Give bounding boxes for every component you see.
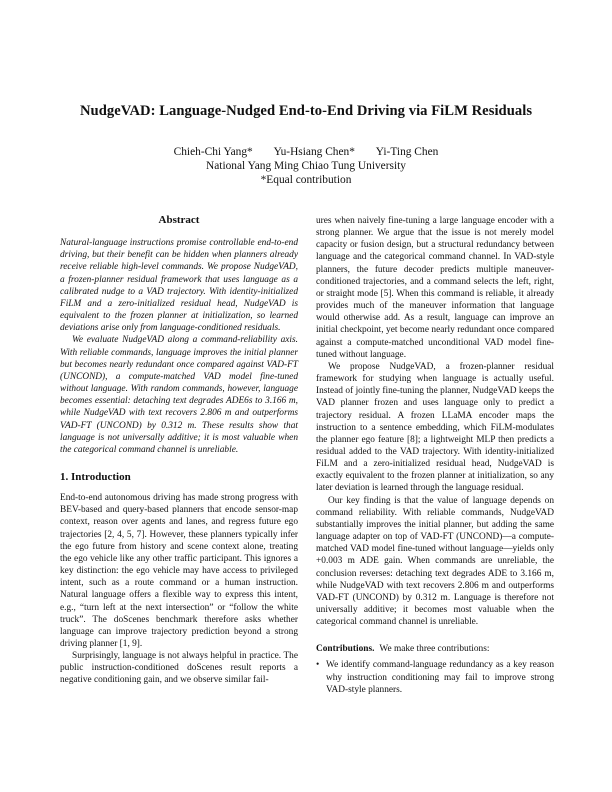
abstract-section [60,214,298,456]
bullet-marker: • [316,660,320,671]
author-block [40,145,572,187]
intro-paragraph-2-continued: ures when naively fine-tuning a large language encoder with a strong planner. We argue that the issue is not merely model capacity or fusion design, but a structural redundancy between language and the categorical command channel. In VAD-style planners, the future decoder predicts multiple maneuver-conditioned trajectories, and a command selects the left, right, or straight mode [5]. When this command is reliable, it already provides much of the maneuver information that language would otherwise add. As a result, language can improve an initial checkpoint, yet become nearly redundant once compared against a compute-matched unconditional VAD model fine-tuned without language. [316,216,554,360]
contributions-intro-line [316,643,554,655]
contributions-intro: We make three contributions: [379,644,490,655]
author-name: Yi-Ting Chen [375,146,439,158]
paper-title: NudgeVAD: Language-Nudged End-to-End Driving via FiLM Residuals [79,103,533,119]
author-name: Yu-Hsiang Chen* [273,146,355,158]
right-column [316,215,554,696]
contributions-lead: Contributions. [316,644,375,655]
introduction-left-text [60,492,298,687]
abstract-heading: Abstract [158,214,200,226]
intro-paragraph-3: We propose NudgeVAD, a frozen-planner residual framework for studying when language is actually useful. Instead of jointly fine-tuning the planner, NudgeVAD keeps the VAD planner frozen and uses language only to predict a trajectory residual. A frozen LLaMA encoder maps the instruction to a sentence embedding, which FiLM-modulates the planner ego feature [8]; a lightweight MLP then predicts a residual added to the VAD trajectory. With identity-initialized FiLM and a zero-initialized residual head, NudgeVAD is exactly equivalent to the frozen planner at initialization, so any later deviation is learned through the language residual. [316,361,554,494]
contribution-bullet-1: We identify command-language redundancy as a key reason why instruction conditioning may fail to improve strong VAD-style planners. [326,660,554,695]
list-item [316,659,554,695]
intro-paragraph-2: Surprisingly, language is not always helpful in practice. The public instruction-conditioned doScenes result reports a negative conditioning gain, and we observe similar fail- [60,651,298,686]
author-name: Chieh-Chi Yang* [173,146,253,158]
introduction-right-text [316,215,554,628]
affiliation: National Yang Ming Chiao Tung University [206,160,406,172]
abstract-paragraph-1: Natural-language instructions promise controllable end-to-end driving, but their benefit can be hidden when planners already receive reliable high-level commands. We propose NudgeVAD, a frozen-planner residual framework that uses language as a calibrated nudge to a VAD trajectory. With identity-initialized FiLM and a zero-initialized residual head, NudgeVAD is equivalent to the frozen planner at initialization, so learned deviations arise only from language-conditioned residuals. [60,238,298,334]
contributions-section [316,643,554,696]
intro-paragraph-1: End-to-end autonomous driving has made strong progress with BEV-based and query-based planners that encode sensor-map context, reason over agents and lanes, and regress future ego trajectories [2, 4, 5, 7]. However, these planners typically infer the ego future from history and scene context alone, treating the ego vehicle like any other traffic participant. This ignores a key distinction: the ego vehicle may have access to privileged intent, such as a route command or a human instruction. Natural language offers a flexible way to express this intent, e.g., “turn left at the next intersection” or “follow the white truck”. The doScenes benchmark therefore asks whether language can improve trajectory prediction beyond a strong driving planner [1, 9]. [60,493,298,649]
left-column [60,214,298,687]
introduction-heading: 1. Introduction [60,470,131,483]
equal-contribution-note: *Equal contribution [260,174,352,186]
intro-paragraph-4: Our key finding is that the value of language depends on command reliability. With reliable commands, NudgeVAD substantially improves the initial planner, but adding the same language adapter on top of VAD-FT (UNCOND)—a compute-matched VAD model fine-tuned without language—yields only +0.003 m ADE gain. When commands are unreliable, the conclusion reverses: detaching text degrades ADE to 3.166 m, while NudgeVAD with text recovers 2.806 m and outperforms VAD-FT (UNCOND) by 0.312 m. Language is therefore not universally additive; it becomes most valuable when the categorical command channel is unreliable. [316,495,554,628]
abstract-paragraph-2: We evaluate NudgeVAD along a command-reliability axis. With reliable commands, language improves the initial planner but becomes nearly redundant once compared against VAD-FT (UNCOND), a compute-matched VAD model fine-tuned without language. With random commands, however, language becomes essential: detaching text degrades ADE6s to 3.166 m, while NudgeVAD with text recovers 2.806 m and outperforms VAD-FT (UNCOND) by 0.312 m. These results show that language is not universally additive; it is most valuable when the categorical command channel is unreliable. [60,335,298,455]
